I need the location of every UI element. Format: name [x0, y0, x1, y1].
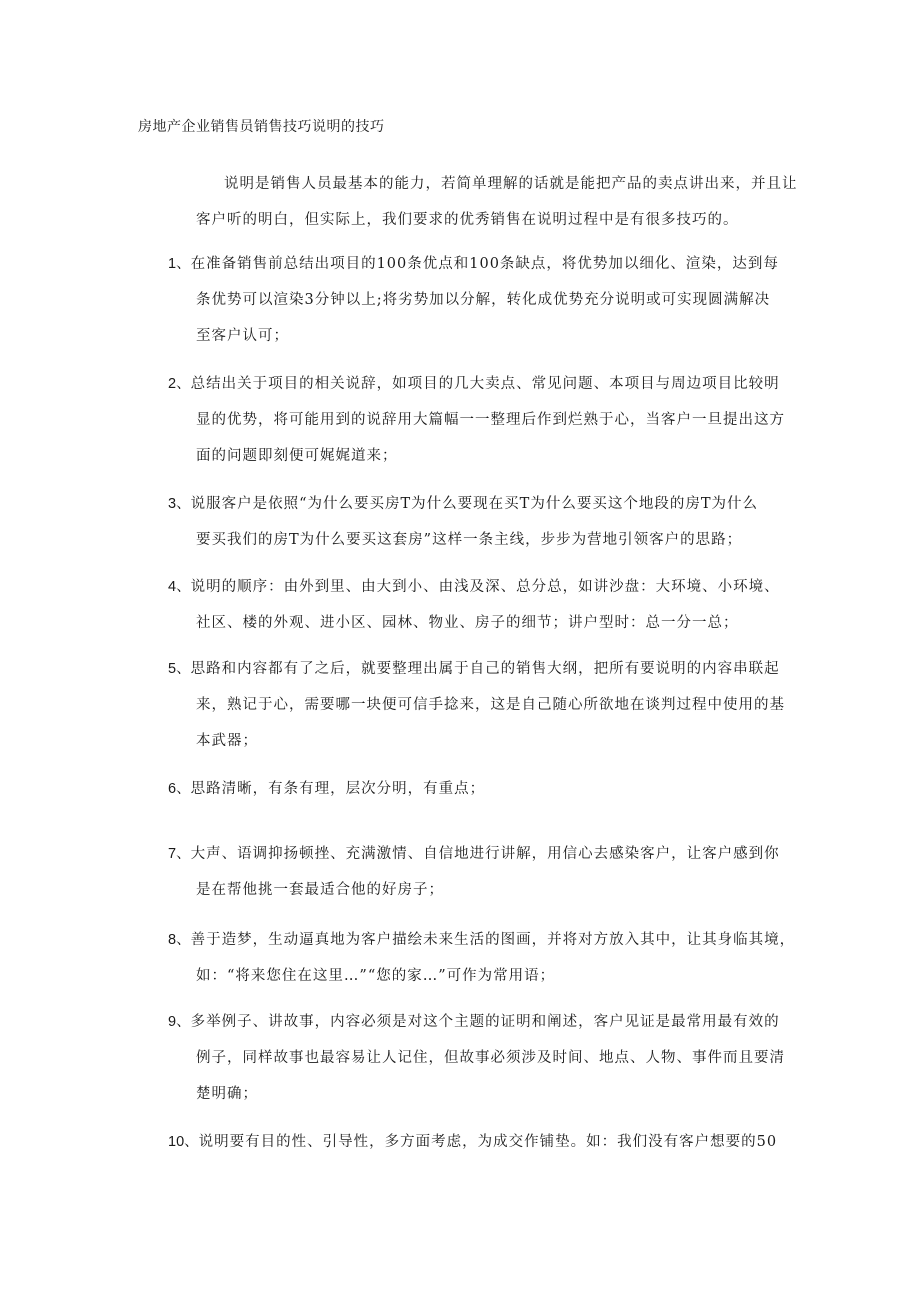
item-number: 8、	[168, 932, 191, 948]
intro-line: 客户听的明白，但实际上，我们要求的优秀销售在说明过程中是有很多技巧的。	[196, 212, 739, 228]
item-text-line: 思路和内容都有了之后，就要整理出属于自己的销售大纲，把所有要说明的内容串联起	[190, 661, 780, 677]
list-item-2	[168, 366, 796, 474]
item-number: 6、	[168, 781, 191, 797]
intro-paragraph	[196, 166, 796, 238]
item-number: 2、	[168, 376, 191, 392]
item-number: 4、	[168, 579, 191, 595]
list-item-5	[168, 651, 796, 759]
item-text-line: 说明的顺序：由外到里、由大到小、由浅及深、总分总，如讲沙盘：大环境、小环境、	[190, 579, 780, 595]
item-text-line: 在准备销售前总结出项目的100条优点和100条缺点，将优势加以细化、渲染，达到每	[190, 256, 779, 272]
item-number: 1、	[168, 256, 191, 272]
item-text-line: 社区、楼的外观、进小区、园林、物业、房子的细节；讲户型时：总一分一总；	[196, 615, 739, 631]
item-text-line: 善于造梦，生动逼真地为客户描绘未来生活的图画，并将对方放入其中，让其身临其境，	[190, 932, 796, 948]
item-text-line: 条优势可以渲染3分钟以上;将劣势加以分解，转化成优势充分说明或可实现圆满解决	[196, 292, 771, 308]
document-title: 房地产企业销售员销售技巧说明的技巧	[138, 119, 385, 135]
item-number: 10、	[168, 1134, 199, 1150]
item-text-line: 来，熟记于心，需要哪一块便可信手捻来，这是自己随心所欲地在谈判过程中使用的基	[196, 697, 785, 713]
item-text-line: 例子，同样故事也最容易让人记住，但故事必须涉及时间、地点、人物、事件而且要清	[196, 1050, 785, 1066]
list-item-10	[168, 1124, 796, 1160]
list-item-3	[168, 486, 796, 558]
item-text-line: 大声、语调抑扬顿挫、充满激情、自信地进行讲解，用信心去感染客户，让客户感到你	[190, 846, 780, 862]
item-text-line: 说明要有目的性、引导性，多方面考虑，为成交作铺垫。如：我们没有客户想要的50	[198, 1134, 778, 1150]
item-text-line: 总结出关于项目的相关说辞，如项目的几大卖点、常见问题、本项目与周边项目比较明	[190, 376, 780, 392]
item-number: 5、	[168, 661, 191, 677]
item-text-line: 是在帮他挑一套最适合他的好房子；	[196, 882, 444, 898]
item-text-line: 如：“将来您住在这里…”“您的家…”可作为常用语；	[196, 968, 556, 984]
item-text-line: 多举例子、讲故事，内容必须是对这个主题的证明和阐述，客户见证是最常用最有效的	[190, 1014, 780, 1030]
list-item-8	[168, 922, 796, 994]
list-item-1	[168, 246, 796, 354]
item-text-line: 楚明确；	[196, 1086, 258, 1102]
item-text-line: 要买我们的房T为什么要买这套房”这样一条主线，步步为营地引领客户的思路；	[196, 532, 743, 548]
item-number: 7、	[168, 846, 191, 862]
list-item-6	[168, 771, 796, 807]
item-number: 3、	[168, 496, 191, 512]
list-item-7	[168, 836, 796, 908]
item-number: 9、	[168, 1014, 191, 1030]
item-text-line: 思路清晰，有条有理，层次分明，有重点；	[190, 781, 486, 797]
intro-line: 说明是销售人员最基本的能力，若简单理解的话就是能把产品的卖点讲出来，并且让	[224, 176, 798, 192]
list-item-4	[168, 569, 796, 641]
item-text-line: 显的优势，将可能用到的说辞用大篇幅一一整理后作到烂熟于心，当客户一旦提出这方	[196, 412, 785, 428]
item-text-line: 本武器；	[196, 733, 258, 749]
item-text-line: 面的问题即刻便可娓娓道来；	[196, 448, 398, 464]
item-text-line: 至客户认可；	[196, 328, 289, 344]
list-item-9	[168, 1004, 796, 1112]
item-text-line: 说服客户是依照“为什么要买房T为什么要现在买T为什么要买这个地段的房T为什么	[190, 496, 759, 512]
